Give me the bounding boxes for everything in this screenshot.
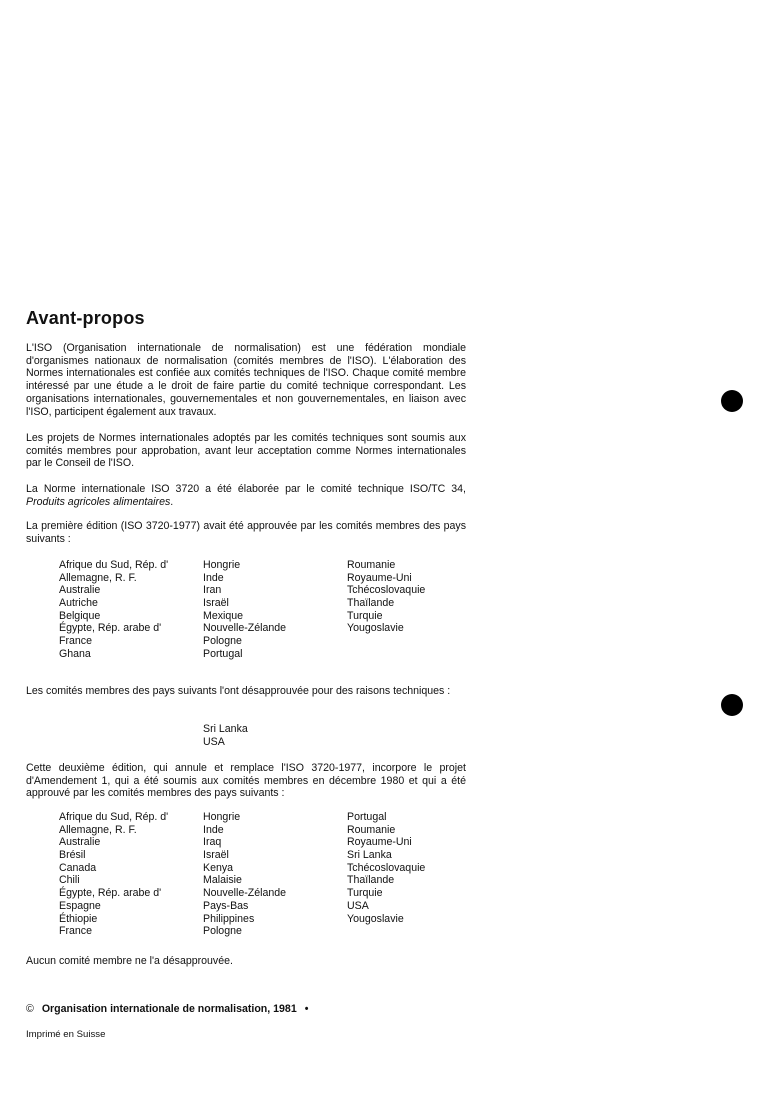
- country-item: Égypte, Rép. arabe d': [59, 887, 162, 900]
- country-item: Hongrie: [203, 559, 241, 571]
- country-item: Turquie: [347, 887, 383, 900]
- country-item: Tchécoslovaquie: [347, 861, 426, 874]
- disapproved-col: [203, 723, 248, 748]
- paragraph-projects: Les projets de Normes internationales adoptés par les comités techniques sont soumis aux comités membres pour approbation, avant leur acceptation comme Normes internationales par le Conseil de l'ISO.: [26, 432, 466, 470]
- country-item: Yougoslavie: [347, 912, 404, 925]
- approved-second-col1: [59, 811, 168, 938]
- binding-hole-icon: [721, 390, 743, 412]
- country-item: Israël: [203, 849, 229, 862]
- country-item: Kenya: [203, 861, 234, 874]
- country-item: Pays-Bas: [203, 899, 249, 912]
- country-item: Iran: [203, 584, 222, 597]
- country-item: Iraq: [203, 836, 222, 849]
- country-item: Roumanie: [347, 823, 396, 836]
- paragraph-no-disapproval: Aucun comité membre ne l'a désapprouvée.: [26, 955, 233, 967]
- printed-in: Imprimé en Suisse: [26, 1029, 106, 1040]
- copyright-line: [26, 1003, 308, 1015]
- country-item: Chili: [59, 874, 80, 887]
- country-item: France: [59, 925, 92, 938]
- country-item: Canada: [59, 861, 97, 874]
- country-item: Afrique du Sud, Rép. d': [59, 559, 169, 571]
- country-item: Yougoslavie: [347, 622, 404, 635]
- country-item: Inde: [203, 571, 224, 584]
- bullet-icon: •: [304, 1003, 309, 1015]
- country-item: Autriche: [59, 597, 98, 610]
- country-item: Israël: [203, 597, 229, 610]
- country-item: Éthiopie: [59, 912, 98, 925]
- country-item: Pologne: [203, 635, 242, 648]
- country-item: Espagne: [59, 899, 101, 912]
- country-item: Hongrie: [203, 811, 241, 823]
- country-item: Afrique du Sud, Rép. d': [59, 811, 169, 823]
- country-item: Royaume-Uni: [347, 571, 412, 584]
- approved-second-col2: [203, 811, 286, 938]
- country-item: Allemagne, R. F.: [59, 823, 137, 836]
- country-item: Brésil: [59, 849, 86, 862]
- country-item: USA: [347, 899, 369, 912]
- country-item: Mexique: [203, 609, 244, 622]
- norm-end: .: [170, 495, 174, 508]
- country-item: Ghana: [59, 647, 91, 660]
- country-item: Australie: [59, 836, 101, 849]
- approved-first-col3: [347, 559, 425, 635]
- country-item: Malaisie: [203, 874, 242, 887]
- country-item: Thaïlande: [347, 874, 395, 887]
- approved-second-col3: [347, 811, 425, 925]
- country-item: Portugal: [203, 647, 243, 660]
- copyright-symbol: ©: [26, 1003, 34, 1015]
- country-item: Tchécoslovaquie: [347, 584, 426, 597]
- copyright-text: Organisation internationale de normalisation, 1981: [41, 1003, 297, 1015]
- country-item: USA: [203, 735, 225, 748]
- country-item: Égypte, Rép. arabe d': [59, 622, 162, 635]
- country-item: Nouvelle-Zélande: [203, 622, 287, 635]
- country-item: Belgique: [59, 609, 101, 622]
- country-item: Inde: [203, 823, 224, 836]
- country-item: Roumanie: [347, 559, 396, 571]
- binding-hole-icon: [721, 694, 743, 716]
- paragraph-second-edition: Cette deuxième édition, qui annule et remplace l'ISO 3720-1977, incorpore le projet d'Amendement 1, qui a été soumis aux comités membres en décembre 1980 et qui a été approuvé par les comités membres des pays suivants :: [26, 762, 466, 800]
- country-item: Portugal: [347, 811, 387, 823]
- paragraph-intro: L'ISO (Organisation internationale de normalisation) est une fédération mondiale d'organismes nationaux de normalisation (comités membres de l'ISO). L'élaboration des Normes internationales est confiée aux comités techniques de l'ISO. Chaque comité membre intéressé par une étude a le droit de faire partie du comité technique correspondant. Les organisations internationales, gouvernementales et non gouvernementales, en liaison avec l'ISO, participent également aux travaux.: [26, 342, 466, 418]
- country-item: France: [59, 635, 92, 648]
- norm-text: La Norme internationale ISO 3720 a été élaborée par le comité technique ISO/TC 34,: [26, 483, 466, 495]
- country-item: Sri Lanka: [347, 849, 392, 862]
- approved-first-col1: [59, 559, 168, 661]
- country-item: Sri Lanka: [203, 723, 248, 735]
- paragraph-first-edition: La première édition (ISO 3720-1977) avait été approuvée par les comités membres des pays suivants :: [26, 520, 466, 545]
- country-item: Thaïlande: [347, 597, 395, 610]
- paragraph-disapproved: Les comités membres des pays suivants l'ont désapprouvée pour des raisons techniques :: [26, 685, 451, 697]
- country-item: Royaume-Uni: [347, 836, 412, 849]
- country-item: Philippines: [203, 912, 255, 925]
- country-item: Allemagne, R. F.: [59, 571, 137, 584]
- country-item: Australie: [59, 584, 101, 597]
- norm-committee-title: Produits agricoles alimentaires: [26, 495, 171, 508]
- approved-first-col2: [203, 559, 286, 661]
- page-title: Avant-propos: [26, 308, 145, 328]
- paragraph-norm: [26, 483, 466, 508]
- country-item: Nouvelle-Zélande: [203, 887, 287, 900]
- country-item: Pologne: [203, 925, 242, 938]
- country-item: Turquie: [347, 609, 383, 622]
